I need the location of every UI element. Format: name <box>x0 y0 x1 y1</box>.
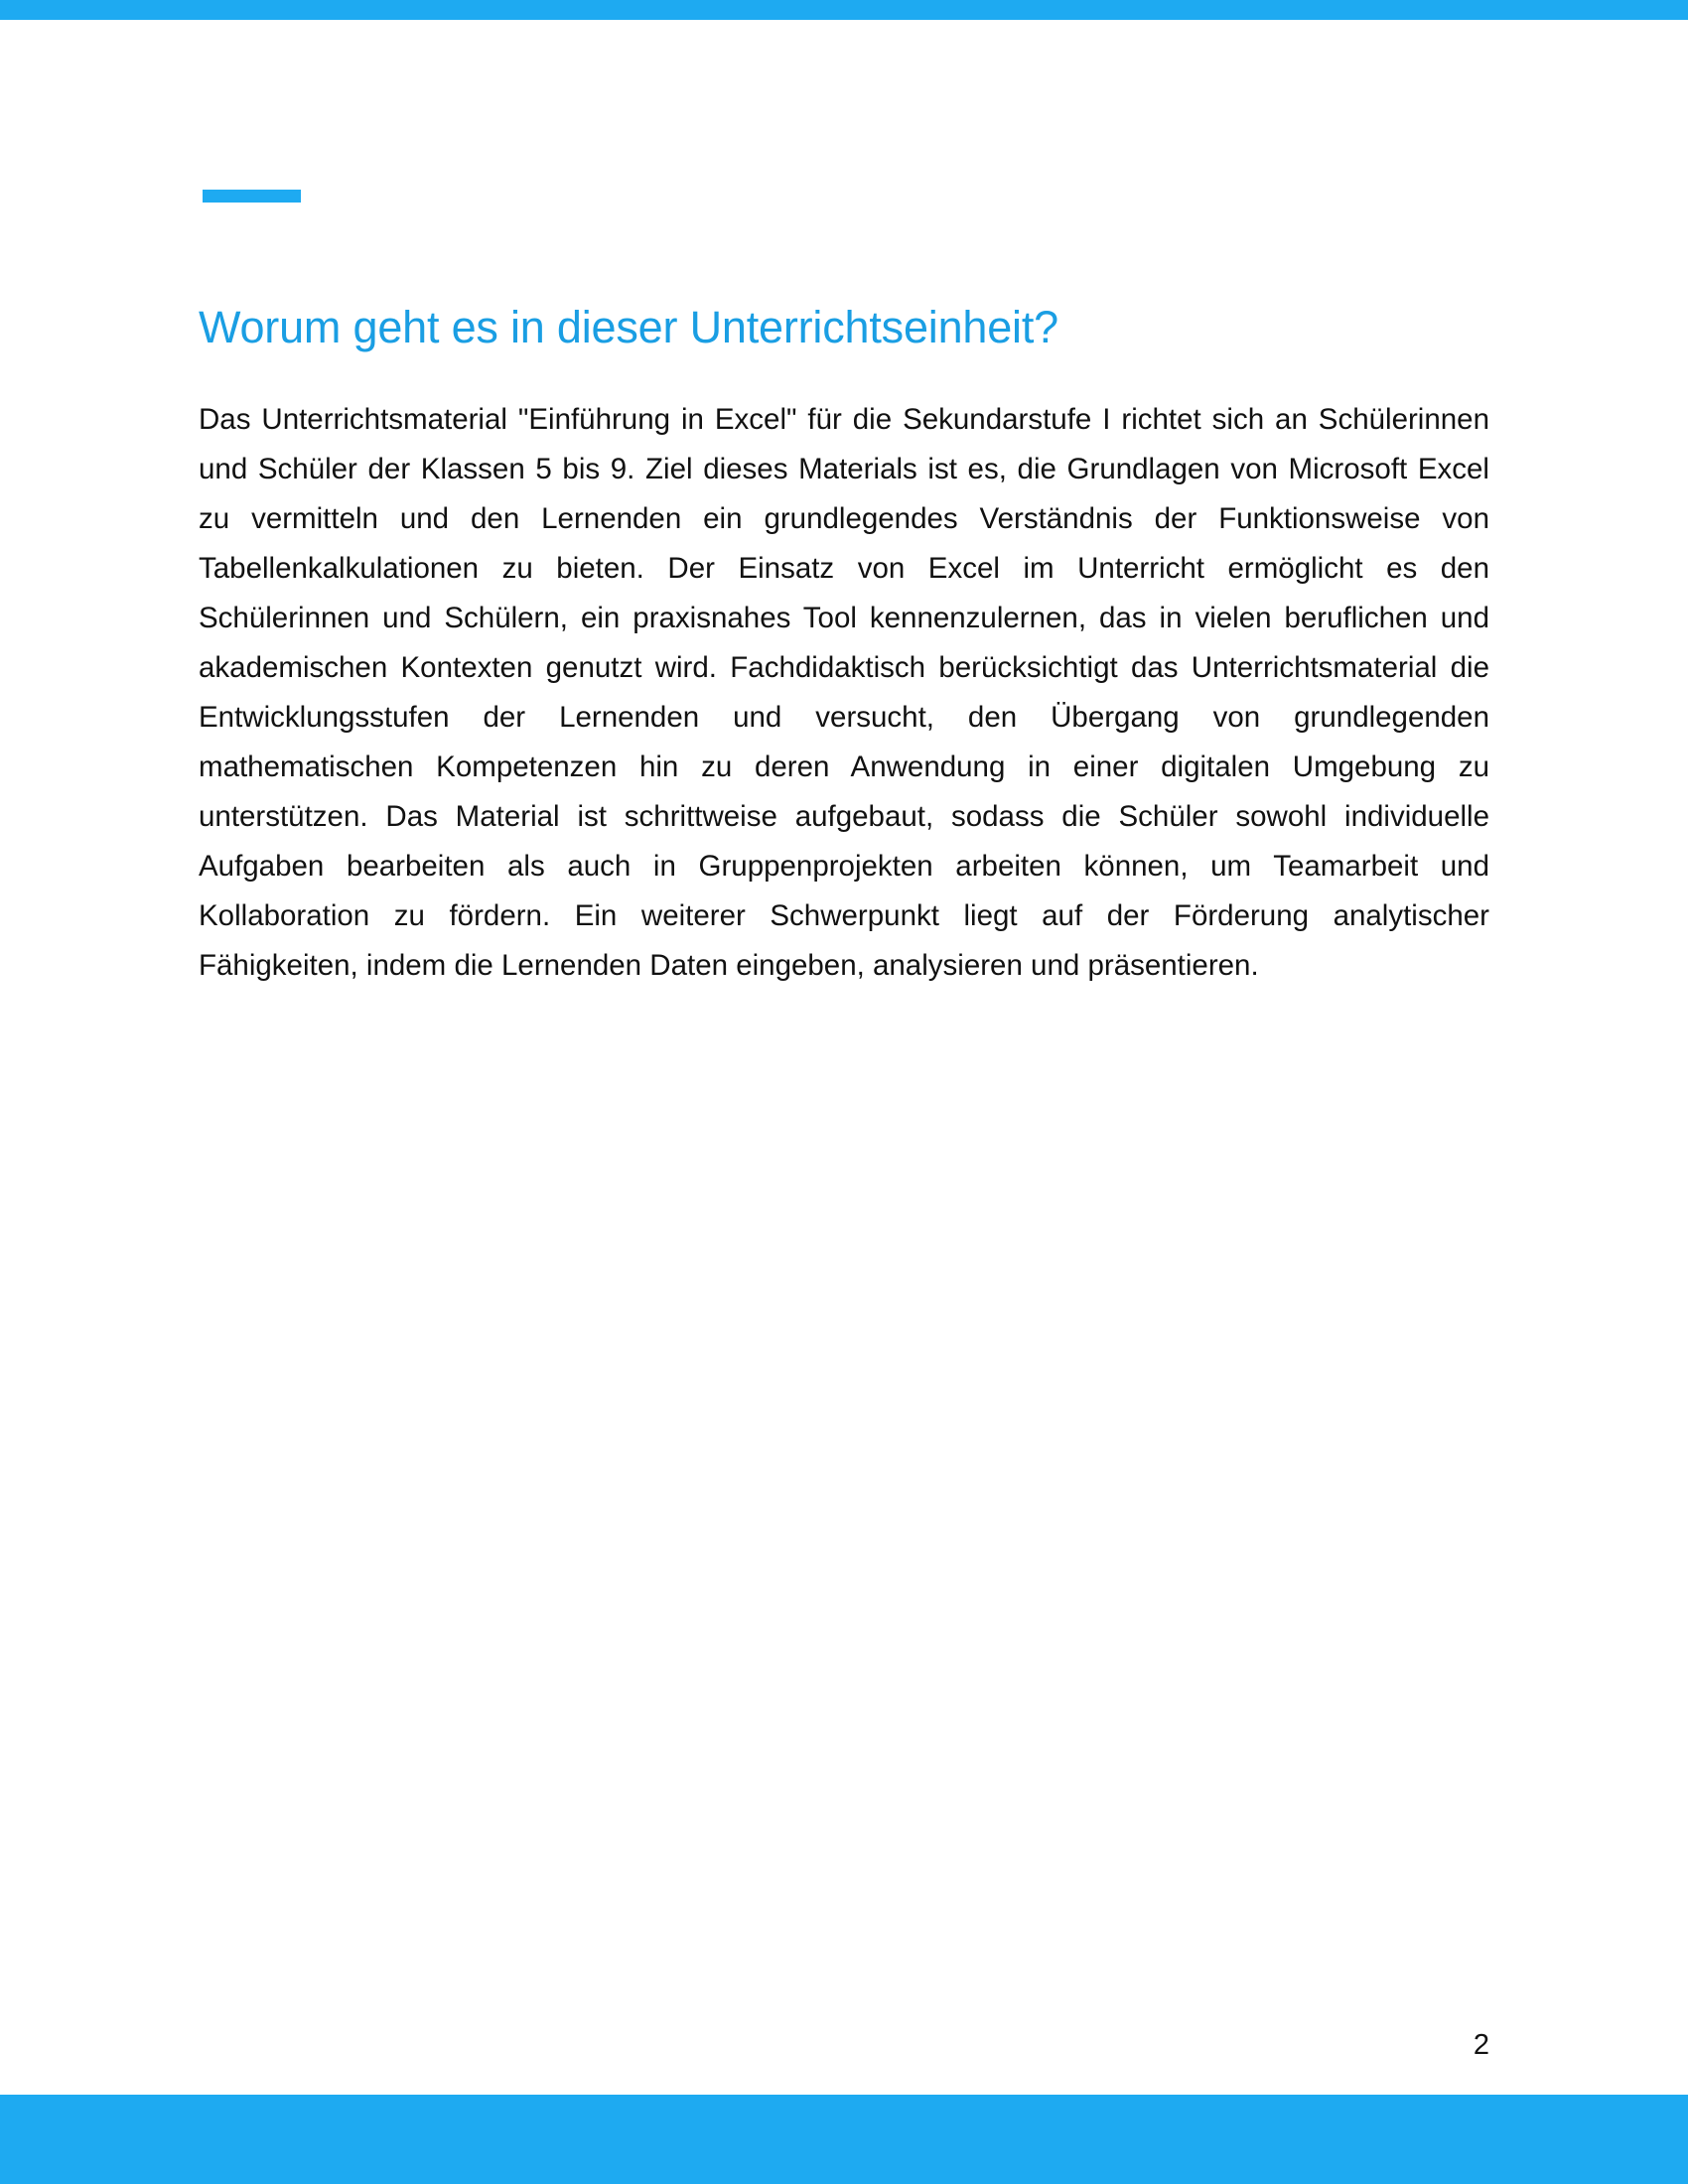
section-heading: Worum geht es in dieser Unterrichtseinheit? <box>199 302 1058 352</box>
page-number: 2 <box>1473 2029 1489 2061</box>
section-body-paragraph: Das Unterrichtsmaterial "Einführung in Excel" für die Sekundarstufe I richtet sich an Schülerinnen und Schüler der Klassen 5 bis 9. Ziel dieses Materials ist es, die Grundlagen von Microsoft Excel zu vermitteln und den Lernenden ein grundlegendes Verständnis der Funktionsweise von Tabellenkalkulationen zu bieten. Der Einsatz von Excel im Unterricht ermöglicht es den Schülerinnen und Schülern, ein praxisnahes Tool kennenzulernen, das in vielen beruflichen und akademischen Kontexten genutzt wird. Fachdidaktisch berücksichtigt das Unterrichtsmaterial die Entwicklungsstufen der Lernenden und versucht, den Übergang von grundlegenden mathematischen Kompetenzen hin zu deren Anwendung in einer digitalen Umgebung zu unterstützen. Das Material ist schrittweise aufgebaut, sodass die Schüler sowohl individuelle Aufgaben bearbeiten als auch in Gruppenprojekten arbeiten können, um Teamarbeit und Kollaboration zu fördern. Ein weiterer Schwerpunkt liegt auf der Förderung analytischer Fähigkeiten, indem die Lernenden Daten eingeben, analysieren und präsentieren. <box>199 403 1489 982</box>
bottom-accent-bar <box>0 2095 1688 2184</box>
section-accent-dash <box>203 190 301 203</box>
top-accent-bar <box>0 0 1688 20</box>
